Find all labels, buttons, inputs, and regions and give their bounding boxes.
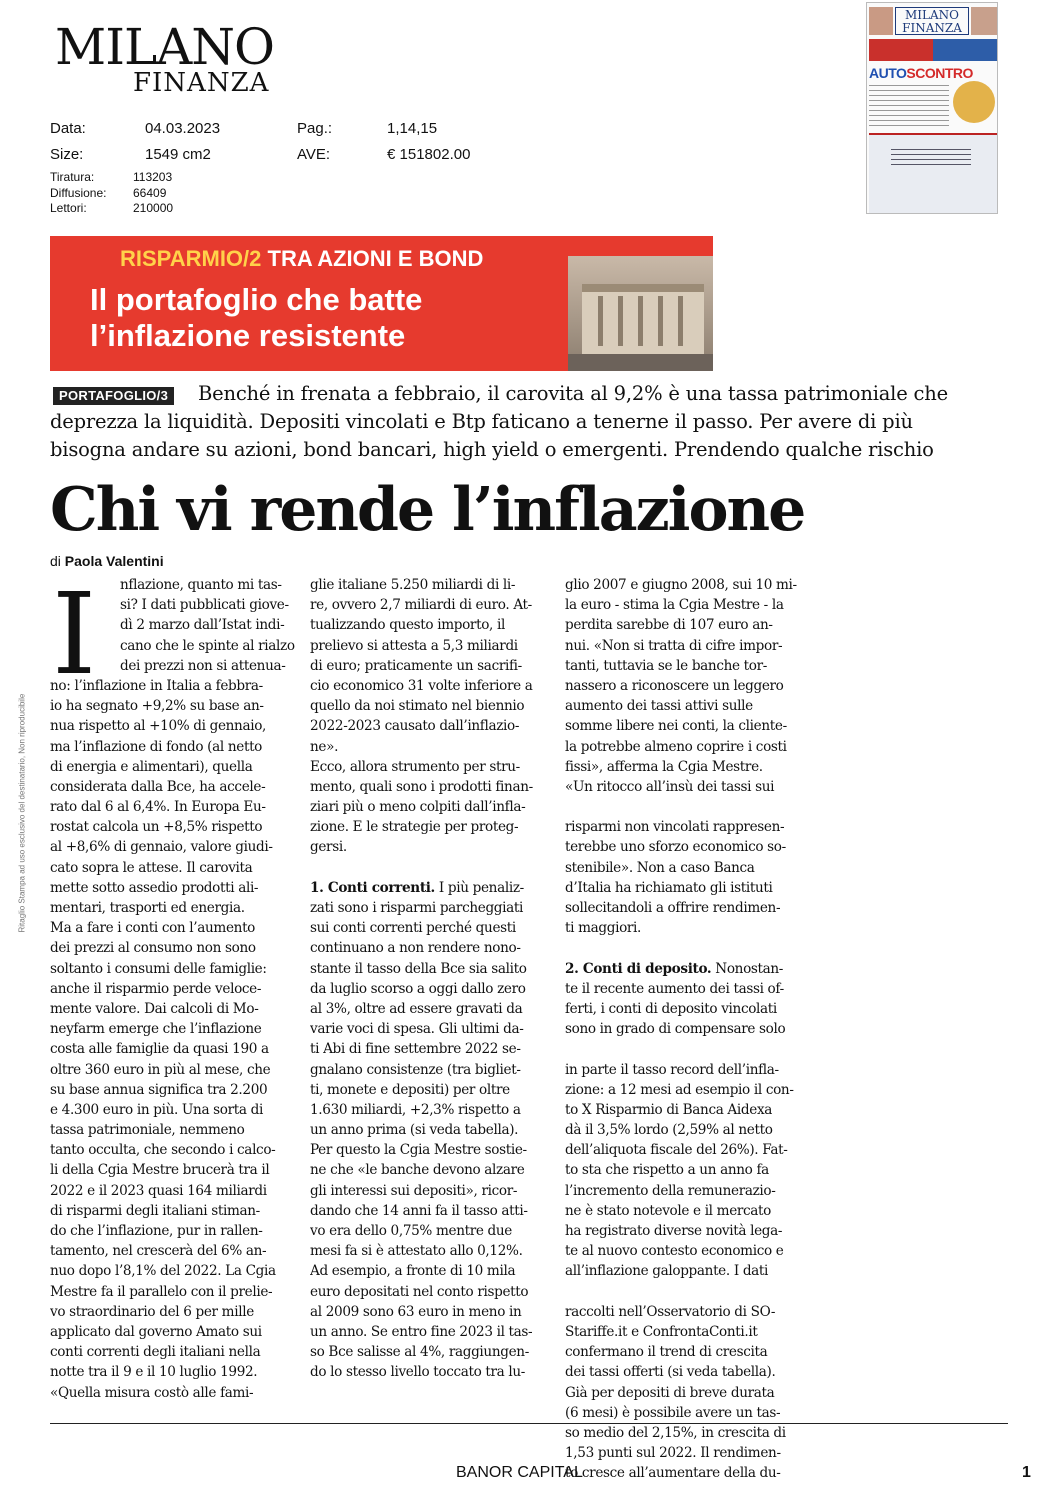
article-text-line bbox=[565, 1282, 813, 1302]
thumbnail-headline-part2: SCONTRO bbox=[906, 65, 973, 81]
article-text-line: glie italiane 5.250 miliardi di li- bbox=[310, 577, 516, 593]
thumbnail-headline-part1: AUTO bbox=[869, 65, 907, 81]
pag-value: 1,14,15 bbox=[387, 120, 438, 137]
article-column-2 bbox=[310, 575, 556, 1383]
article-text-line: Ecco, allora strumento per stru- bbox=[310, 758, 520, 775]
article-text-line: conti correnti degli italiani nella bbox=[50, 1344, 261, 1361]
article-text-line: d’Italia ha richiamato gli istituti bbox=[565, 879, 773, 896]
thumbnail-photo bbox=[869, 7, 893, 35]
article-text-line: stenibile». Non a caso Banca bbox=[565, 859, 755, 876]
data-value: 04.03.2023 bbox=[145, 120, 221, 137]
byline-author: Paola Valentini bbox=[64, 553, 164, 569]
article-text-line: costa alle famiglie da quasi 190 a bbox=[50, 1041, 269, 1058]
article-text-line: ziari più o meno colpiti dall’infla- bbox=[310, 799, 526, 816]
article-text-line: all’inflazione galoppante. I dati bbox=[565, 1263, 769, 1280]
size-value: 1549 cm2 bbox=[145, 146, 211, 163]
article-text-line: cato sopra le attese. Il carovita bbox=[50, 859, 253, 876]
publication-logo bbox=[55, 18, 281, 98]
article-text-line: aumento dei tassi attivi sulle bbox=[565, 698, 753, 715]
article-column-3 bbox=[565, 575, 813, 1483]
article-text-line: to cresce all’aumentare della du- bbox=[565, 1465, 781, 1482]
article-text-line: gnalano consistenze (tra bigliet- bbox=[310, 1061, 521, 1078]
article-text-line: zati sono i risparmi parcheggiati bbox=[310, 900, 524, 916]
article-text-line: dei prezzi al consumo non sono bbox=[50, 940, 256, 957]
article-text-line: Già per depositi di breve durata bbox=[565, 1384, 775, 1401]
logo-line2: FINANZA bbox=[133, 68, 270, 98]
article-text-line: un anno prima (si veda tabella). bbox=[310, 1122, 519, 1139]
article-text-line: nflazione, quanto mi tas- bbox=[120, 577, 282, 593]
article-text-line: Ma a fare i conti con l’aumento bbox=[50, 920, 256, 937]
article-text-line: tamento, nel crescerà del 6% an- bbox=[50, 1243, 267, 1260]
article-text-line: sollecitandoli a offrire rendimen- bbox=[565, 900, 781, 916]
diffusione-label: Diffusione: bbox=[50, 186, 107, 200]
article-text-line: li della Cgia Mestre brucerà tra il bbox=[50, 1162, 270, 1179]
article-text-line: Per questo la Cgia Mestre sostie- bbox=[310, 1142, 527, 1159]
article-text-line: dà il 3,5% lordo (2,59% al netto bbox=[565, 1122, 773, 1139]
article-text-line: e 4.300 euro in più. Una sorta di bbox=[50, 1101, 263, 1118]
article-text-line: dì 2 marzo dall’Istat indi- bbox=[120, 617, 285, 634]
article-text-line: al +8,6% di gennaio, valore giudi- bbox=[50, 839, 273, 856]
article-text-line: oltre 360 euro in più al mese, che bbox=[50, 1061, 271, 1078]
article-text-line: mette sotto assedio prodotti ali- bbox=[50, 879, 259, 896]
article-text-line: gersi. bbox=[310, 839, 347, 856]
stock-exchange-photo bbox=[568, 256, 713, 371]
article-text-line: tualizzando questo importo, il bbox=[310, 617, 505, 634]
article-text-line: cano che le spinte al rialzo bbox=[120, 637, 295, 654]
article-text-line: te al nuovo contesto economico e bbox=[565, 1243, 784, 1260]
diffusione-value: 66409 bbox=[133, 186, 167, 200]
footer-rule bbox=[50, 1423, 1008, 1424]
thumbnail-illustration bbox=[953, 81, 995, 123]
article-text-line: rato dal 6 al 6,4%. In Europa Eu- bbox=[50, 799, 266, 816]
article-text-line: nua rispetto al +10% di gennaio, bbox=[50, 718, 267, 735]
banner-headline-line2: l’inflazione resistente bbox=[90, 318, 406, 353]
article-text-line: te il recente aumento dei tassi of- bbox=[565, 980, 784, 997]
article-text-line: zione. E le strategie per proteg- bbox=[310, 819, 519, 836]
article-text-line: terebbe uno sforzo economico so- bbox=[565, 839, 786, 856]
banner-headline bbox=[90, 282, 422, 354]
side-note bbox=[12, 578, 27, 938]
article-text-line: Ad esempio, a fronte di 10 mila bbox=[310, 1263, 516, 1280]
article-text-line: cio economico 31 volte inferiore a bbox=[310, 677, 533, 694]
page-number: 1 bbox=[1022, 1464, 1031, 1481]
byline bbox=[50, 553, 164, 569]
article-text-line: so medio del 2,15%, in crescita di bbox=[565, 1424, 786, 1441]
article-text-line: «Quella misura costò alle fami- bbox=[50, 1384, 254, 1401]
article-text-line: to sta che rispetto a un anno fa bbox=[565, 1162, 769, 1179]
article-text-line: tanti, tuttavia se le banche tor- bbox=[565, 657, 768, 674]
article-text-line: Stariffe.it e ConfrontaConti.it bbox=[565, 1323, 758, 1340]
article-text-line: 1. Conti correnti. I più penaliz- bbox=[310, 879, 524, 896]
article-text-line: 2022-2023 causato dall’inflazio- bbox=[310, 718, 520, 735]
article-text-line: prelievo si attesta a 5,3 miliardi bbox=[310, 637, 518, 654]
summary-line: bisogna andare su azioni, bond bancari, high yield o emergenti. Prendendo qualche rischio bbox=[50, 438, 934, 461]
subheading: 1. Conti correnti. bbox=[310, 879, 435, 896]
article-text-line: al 3%, oltre ad essere gravati da bbox=[310, 1000, 523, 1017]
article-text-line: sono in grado di compensare solo bbox=[565, 1021, 786, 1038]
article-text-line: euro depositati nel conto rispetto bbox=[310, 1283, 529, 1300]
article-text-line: continuano a non rendere nono- bbox=[310, 940, 521, 957]
article-text-line: di euro; praticamente un sacrifi- bbox=[310, 657, 522, 674]
article-text-line: dell’aliquota fiscale del 26%). Fat- bbox=[565, 1142, 788, 1159]
article-text-line: raccolti nell’Osservatorio di SO- bbox=[565, 1303, 776, 1320]
article-text-line: ferti, i conti di deposito vincolati bbox=[565, 1000, 777, 1017]
article-text-line: ti Abi di fine settembre 2022 se- bbox=[310, 1041, 521, 1058]
article-text-line: mesi fa si è attestato allo 0,12%. bbox=[310, 1243, 523, 1260]
thumbnail-text bbox=[869, 85, 949, 129]
summary-line: deprezza la liquidità. Depositi vincolati e Btp faticano a tenerne il passo. Per avere di più bbox=[50, 410, 913, 433]
article-text-line: vo straordinario del 6 per mille bbox=[50, 1303, 254, 1320]
thumbnail-photo bbox=[971, 7, 997, 35]
article-text-line: mento, quali sono i prodotti finan- bbox=[310, 778, 533, 795]
article-text-line: 1,53 punti sul 2022. Il rendimen- bbox=[565, 1445, 781, 1462]
article-text-line: to X Risparmio di Banca Aidexa bbox=[565, 1101, 773, 1118]
article-text-line: stante il tasso della Bce sia salito bbox=[310, 960, 527, 977]
article-text-line: nassero a riconoscere un leggero bbox=[565, 677, 784, 694]
article-text-line: risparmi non vincolati rappresen- bbox=[565, 819, 785, 836]
article-text-line: re, ovvero 2,7 miliardi di euro. At- bbox=[310, 597, 532, 614]
article-text-line: gli interessi sui depositi», ricor- bbox=[310, 1182, 518, 1199]
banner-kicker bbox=[120, 246, 483, 272]
article-text-line: ne». bbox=[310, 738, 339, 755]
lettori-label: Lettori: bbox=[50, 201, 87, 215]
article-text-line: soltanto i consumi delle famiglie: bbox=[50, 960, 267, 977]
lettori-value: 210000 bbox=[133, 201, 174, 215]
article-text-line: mente valore. Dai calcoli di Mo- bbox=[50, 1000, 259, 1017]
thumbnail-headline bbox=[869, 65, 973, 81]
article-text-line: di energia e alimentari), quella bbox=[50, 758, 253, 775]
article-text-line: neyfarm emerge che l’inflazione bbox=[50, 1021, 262, 1038]
size-label: Size: bbox=[50, 146, 84, 163]
thumbnail-logo: MILANO FINANZA bbox=[895, 7, 969, 35]
article-text-line: ti maggiori. bbox=[565, 920, 642, 937]
article-text-line: Mestre fa il parallelo con il prelie- bbox=[50, 1283, 273, 1300]
article-text-line: ti, monete e depositi) per oltre bbox=[310, 1081, 510, 1098]
article-text-line: si? I dati pubblicati giove- bbox=[120, 597, 289, 614]
article-text-line: glio 2007 e giugno 2008, sui 10 mi- bbox=[565, 577, 797, 593]
article-text-line bbox=[565, 1039, 813, 1059]
article-text-line: varie voci di spesa. Gli ultimi da- bbox=[310, 1021, 524, 1038]
article-text-line: sui conti correnti perché questi bbox=[310, 920, 516, 937]
article-text-line: perdita sarebbe di 107 euro an- bbox=[565, 617, 773, 634]
subheading: 2. Conti di deposito. bbox=[565, 960, 712, 977]
ave-label: AVE: bbox=[297, 146, 331, 163]
article-text-line: al 2009 sono 63 euro in meno in bbox=[310, 1303, 522, 1320]
article-text-line: di risparmi degli italiani stiman- bbox=[50, 1202, 260, 1219]
summary-line: Benché in frenata a febbraio, il carovita al 9,2% è una tassa patrimoniale che bbox=[198, 382, 948, 405]
tiratura-value: 113203 bbox=[133, 170, 173, 184]
article-text-line: io ha segnato +9,2% su base an- bbox=[50, 698, 264, 715]
article-text-line: nuo dopo l’8,1% del 2022. La Cgia bbox=[50, 1263, 276, 1280]
thumbnail-advert bbox=[869, 133, 997, 213]
article-text-line: «Un ritocco all’insù dei tassi sui bbox=[565, 778, 775, 795]
byline-prefix: di bbox=[50, 553, 61, 569]
article-text-line: nui. «Non si tratta di cifre impor- bbox=[565, 637, 783, 654]
article-title: Chi vi rende l’inflazione bbox=[50, 475, 805, 545]
footer-source: BANOR CAPITAL bbox=[456, 1464, 583, 1481]
teaser-banner bbox=[50, 236, 713, 371]
article-text-line: vo era dello 0,75% mentre due bbox=[310, 1223, 512, 1239]
article-text-line: (6 mesi) è possibile avere un tas- bbox=[565, 1404, 781, 1421]
logo-line1: MILANO bbox=[55, 18, 274, 76]
article-text-line: rostat calcola un +8,5% rispetto bbox=[50, 819, 263, 836]
article-text-line: ma l’inflazione di fondo (al netto bbox=[50, 738, 263, 755]
article-text-line: confermano il trend di crescita bbox=[565, 1344, 768, 1361]
article-text-line: su base annua significa tra 2.200 bbox=[50, 1081, 268, 1098]
front-page-thumbnail bbox=[866, 2, 998, 214]
article-text-line: do che l’inflazione, pur in rallen- bbox=[50, 1223, 263, 1239]
article-text-line: no: l’inflazione in Italia a febbra- bbox=[50, 677, 263, 694]
article-text-line: ha registrato diverse novità lega- bbox=[565, 1223, 783, 1239]
section-tag: PORTAFOGLIO/3 bbox=[53, 387, 174, 405]
article-text-line: zione: a 12 mesi ad esempio il con- bbox=[565, 1081, 794, 1098]
article-text-line: da luglio scorso a oggi dallo zero bbox=[310, 980, 526, 997]
article-text-line: un anno. Se entro fine 2023 il tas- bbox=[310, 1323, 533, 1340]
article-text-line: anche il risparmio perde veloce- bbox=[50, 980, 262, 997]
article-text-line: so Bce salisse al 4%, raggiungen- bbox=[310, 1344, 529, 1361]
article-text-line: quello da noi stimato nel biennio bbox=[310, 698, 525, 715]
article-text-line: ne è stato notevole e il mercato bbox=[565, 1202, 772, 1219]
article-text-line: 2. Conti di deposito. Nonostan- bbox=[565, 960, 784, 977]
article-text-line bbox=[565, 797, 813, 817]
article-text-line: mentari, trasporti ed energia. bbox=[50, 900, 245, 916]
drop-cap: I bbox=[52, 570, 97, 700]
article-text-line: fissi», afferma la Cgia Mestre. bbox=[565, 758, 763, 775]
article-column-1 bbox=[50, 570, 300, 1403]
article-text-line: ne che «le banche devono alzare bbox=[310, 1162, 525, 1179]
article-text-line: applicato dal governo Amato sui bbox=[50, 1323, 262, 1340]
article-text-line bbox=[310, 858, 556, 878]
data-label: Data: bbox=[50, 120, 86, 137]
article-text-line: 2022 e il 2023 quasi 164 miliardi bbox=[50, 1182, 267, 1199]
article-text-line: do lo stesso livello toccato tra lu- bbox=[310, 1364, 526, 1381]
article-text-line: considerata dalla Bce, ha accele- bbox=[50, 778, 266, 795]
article-text-line: dei tassi offerti (si veda tabella). bbox=[565, 1364, 776, 1381]
article-summary bbox=[50, 380, 1010, 464]
thumbnail-strip bbox=[933, 39, 997, 61]
tiratura-label: Tiratura: bbox=[50, 170, 95, 184]
article-text-line: tanto occulta, che secondo i calco- bbox=[50, 1142, 276, 1159]
ave-value: € 151802.00 bbox=[387, 146, 471, 163]
pag-label: Pag.: bbox=[297, 120, 333, 137]
article-text-line: somme libere nei conti, la clientе- bbox=[565, 718, 787, 735]
banner-kicker-rest: TRA AZIONI E BOND bbox=[267, 246, 484, 271]
banner-headline-line1: Il portafoglio che batte bbox=[90, 282, 423, 317]
article-text-line: l’incremento della remunerazio- bbox=[565, 1182, 776, 1199]
article-text-line: in parte il tasso record dell’infla- bbox=[565, 1061, 779, 1078]
banner-kicker-main: RISPARMIO/2 bbox=[120, 246, 262, 271]
article-text-line: tassa patrimoniale, nemmeno bbox=[50, 1122, 245, 1139]
side-note-text: Ritaglio Stampa ad uso esclusivo del destinatario, Non riproducibile bbox=[17, 693, 27, 933]
article-text-line: dando che 14 anni fa il tasso atti- bbox=[310, 1202, 528, 1219]
article-text-line: 1.630 miliardi, +2,3% rispetto a bbox=[310, 1101, 521, 1118]
article-text-line bbox=[565, 938, 813, 958]
article-text-line: la euro - stima la Cgia Mestre - la bbox=[565, 597, 784, 614]
article-text-line: la potrebbe almeno coprire i costi bbox=[565, 738, 787, 755]
article-text-line: dei prezzi non si attenua- bbox=[120, 657, 286, 674]
article-text-line: notte tra il 9 e il 10 luglio 1992. bbox=[50, 1364, 258, 1381]
